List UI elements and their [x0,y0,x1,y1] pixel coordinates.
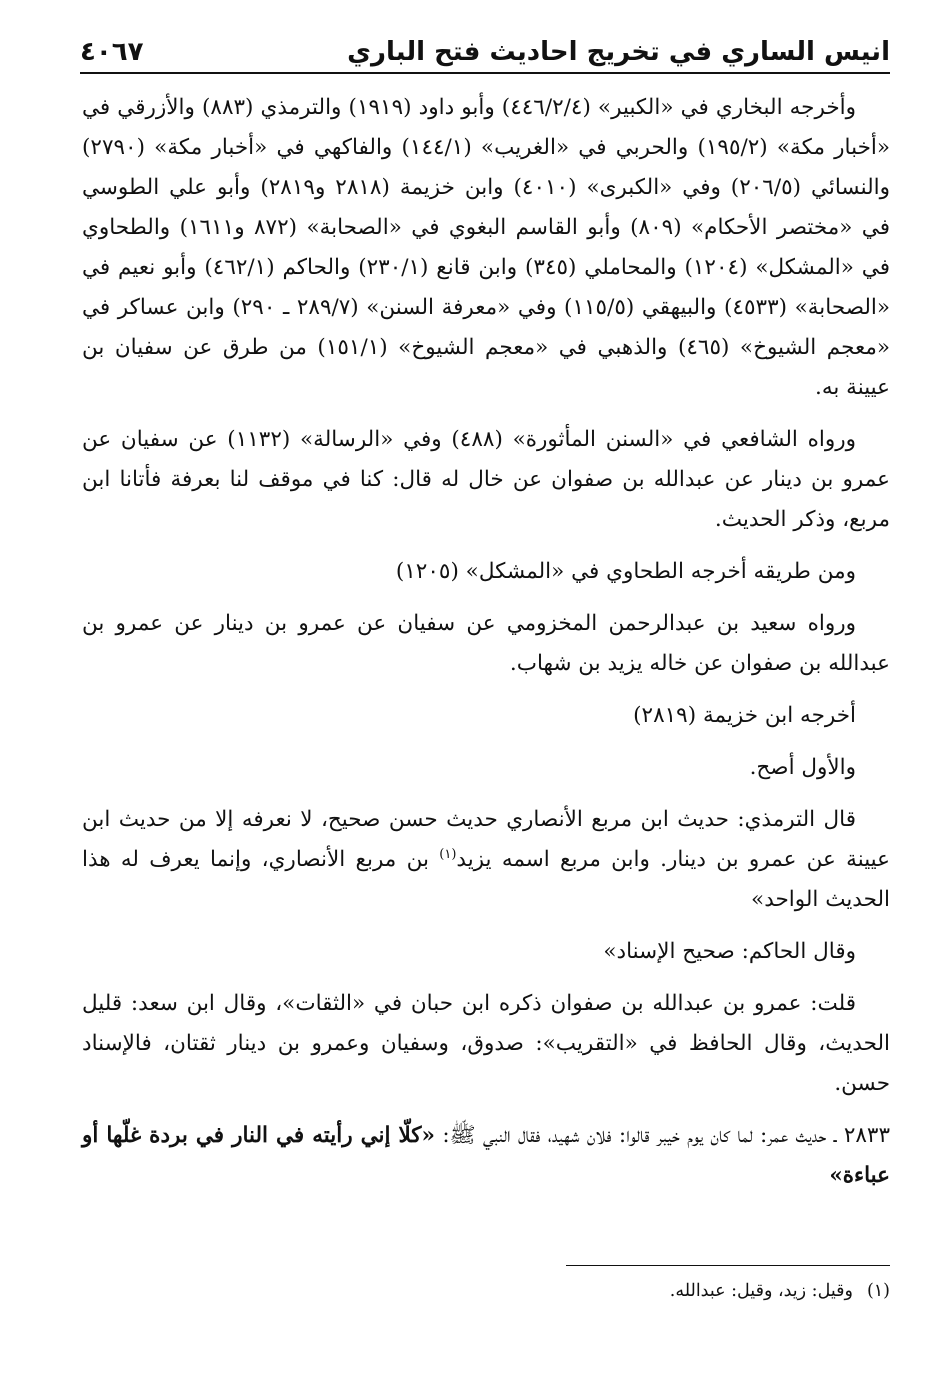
footnote [82,1276,890,1306]
paragraph-shafii: ورواه الشافعي في «السنن المأثورة» (٤٨٨) وفي «الرسالة» (١١٣٢) عن سفيان عن عمرو بن دينار عن عبدالله بن صفوان عن خال له قال: كنا في موقف لنا بعرفة فأتانا ابن مربع، وذكر الحديث. [82,427,890,532]
paragraph-tirmidhi [82,800,890,920]
book-title: انيس الساري في تخريج احاديث فتح الباري [347,37,890,67]
tirmidhi-text: قال الترمذي: حديث ابن مربع الأنصاري حديث حسن صحيح، لا نعرفه إلا من حديث ابن عيينة عن عمرو بن دينار. وابن مربع اسمه يزيد [82,807,890,872]
footnote-marker: (١) [866,1281,890,1301]
paragraph-tahawi: ومن طريقه أخرجه الطحاوي في «المشكل» (١٢٠٥) [395,559,856,584]
paragraph-ibn-khuzaymah: أخرجه ابن خزيمة (٢٨١٩) [633,703,856,728]
hadith-quote: «كلّا إني رأيته في النار في بردة غلّها أو عباءة» [82,1123,890,1188]
hadith-entry [82,1116,890,1196]
paragraph-hakim: وقال الحاكم: صحيح الإسناد» [603,939,856,964]
paragraph-verdict: والأول أصح. [749,755,856,780]
page-number: ٤٠٦٧ [80,37,144,67]
tirmidhi-text-continued: بن مربع الأنصاري، وإنما يعرف له هذا الحديث الواحد» [82,847,890,912]
paragraph-makhzumi: ورواه سعيد بن عبدالرحمن المخزومي عن سفيان عن عمرو بن دينار عن عمرو بن عبدالله بن صفوان عن خاله يزيد بن شهاب. [82,611,890,676]
hadith-intro: ٢٨٣٣ ـ حديث عمر: لما كان يوم خيبر قالوا: فلان شهيد، فقال النبي ﷺ: [434,1123,891,1148]
footnote-reference: (١) [439,846,457,862]
running-header [80,28,890,74]
main-text [82,88,890,1196]
paragraph-takhrij: وأخرجه البخاري في «الكبير» (٤٤٦/٢/٤) وأبو داود (١٩١٩) والترمذي (٨٨٣) والأزرقي في «أخبار مكة» (١٩٥/٢) والحربي في «الغريب» (١٤٤/١) والفاكهي في «أخبار مكة» (٢٧٩٠) والنسائي (٢٠٦/٥) وفي «الكبرى» (٤٠١٠) وابن خزيمة (٢٨١٨ و٢٨١٩) وأبو علي الطوسي في «مختصر الأحكام» (٨٠٩) وأبو القاسم البغوي في «الصحابة» (٨٧٢ و١٦١١) والطحاوي في «المشكل» (١٢٠٤) والمحاملي (٣٤٥) وابن قانع (٢٣٠/١) والحاكم (٤٦٢/١) وأبو نعيم في «الصحابة» (٤٥٣٣) والبيهقي (١١٥/٥) وفي «معرفة السنن» (٢٨٩/٧ ـ ٢٩٠) وابن عساكر في «معجم الشيوخ» (٤٦٥) والذهبي في «معجم الشيوخ» (١٥١/١) من طرق عن سفيان بن عيينة به. [82,95,891,400]
footnote-separator [566,1265,890,1266]
paragraph-author-note: قلت: عمرو بن عبدالله بن صفوان ذكره ابن حبان في «الثقات»، وقال ابن سعد: قليل الحديث، وقال الحافظ في «التقريب»: صدوق، وسفيان وعمرو بن دينار ثقتان، فالإسناد حسن. [82,991,890,1096]
footnote-text: وقيل: زيد، وقيل: عبدالله. [669,1281,853,1301]
